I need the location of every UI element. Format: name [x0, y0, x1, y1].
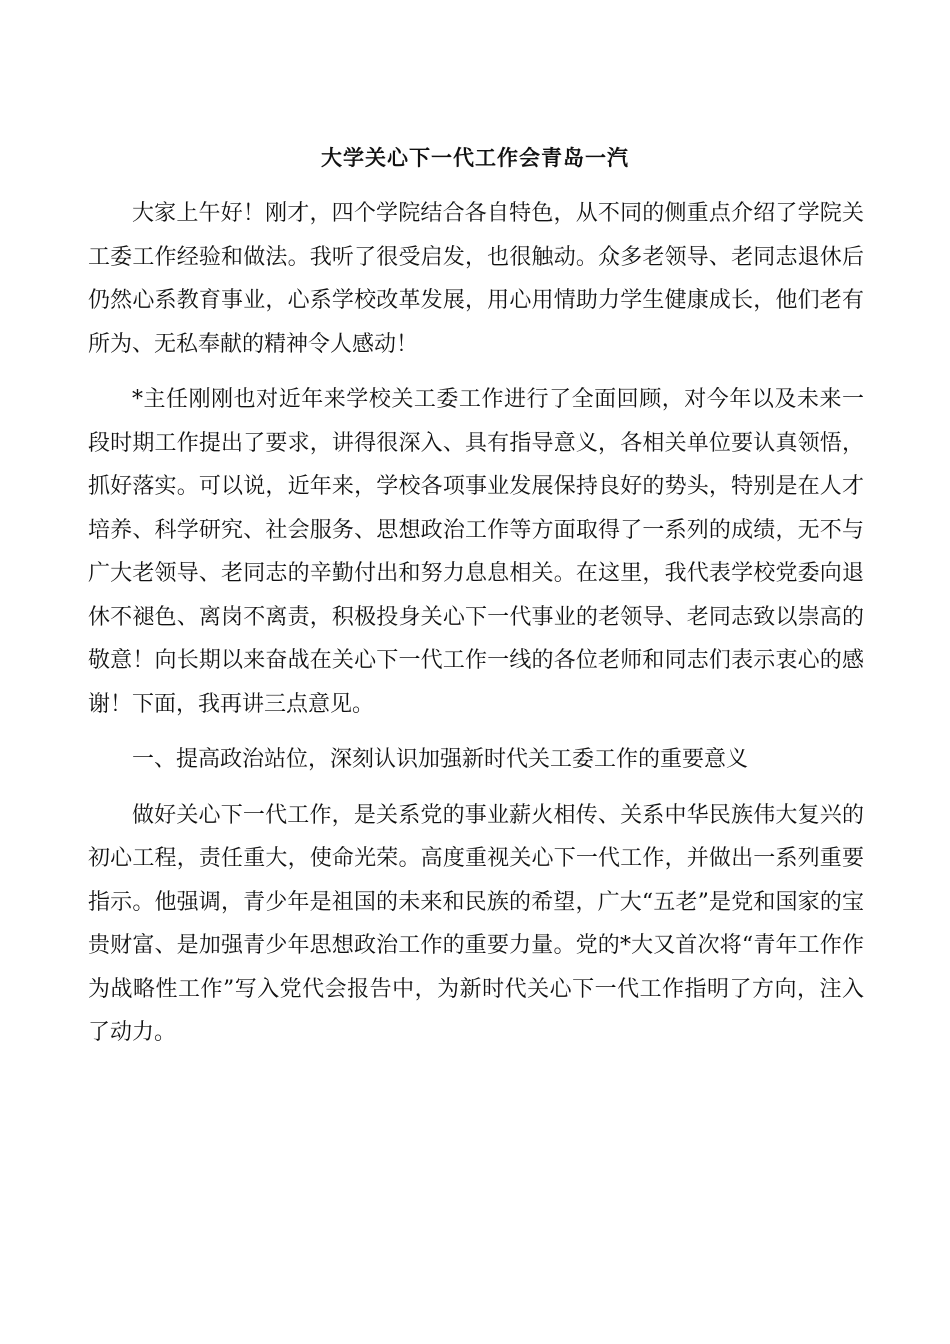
paragraph-review: *主任刚刚也对近年来学校关工委工作进行了全面回顾，对今年以及未来一段时期工作提出了要求，讲得很深入、具有指导意义，各相关单位要认真领悟，抓好落实。可以说，近年来，学校各项事业发展保持良好的势头，特别是在人才培养、科学研究、社会服务、思想政治工作等方面取得了一系列的成绩，无不与广大老领导、老同志的辛勤付出和努力息息相关。在这里，我代表学校党委向退休不褪色、离岗不离责，积极投身关心下一代事业的老领导、老同志致以崇高的敬意！向长期以来奋战在关心下一代工作一线的各位老师和同志们表示衷心的感谢！下面，我再讲三点意见。 [88, 387, 864, 717]
document-body [88, 192, 864, 1067]
paragraph-opening: 大家上午好！刚才，四个学院结合各自特色，从不同的侧重点介绍了学院关工委工作经验和做法。我听了很受启发，也很触动。众多老领导、老同志退休后仍然心系教育事业，心系学校改革发展，用心用情助力学生健康成长，他们老有所为、无私奉献的精神令人感动！ [88, 201, 864, 357]
document-title: 大学关心下一代工作会青岛一汽 [321, 146, 629, 170]
section-heading-one: 一、提高政治站位，深刻认识加强新时代关工委工作的重要意义 [132, 747, 749, 772]
paragraph-significance: 做好关心下一代工作，是关系党的事业薪火相传、关系中华民族伟大复兴的初心工程，责任重大，使命光荣。高度重视关心下一代工作，并做出一系列重要指示。他强调，青少年是祖国的未来和民族的希望，广大“五老”是党和国家的宝贵财富、是加强青少年思想政治工作的重要力量。党的*大又首次将“青年工作作为战略性工作”写入党代会报告中，为新时代关心下一代工作指明了方向，注入了动力。 [88, 802, 864, 1045]
